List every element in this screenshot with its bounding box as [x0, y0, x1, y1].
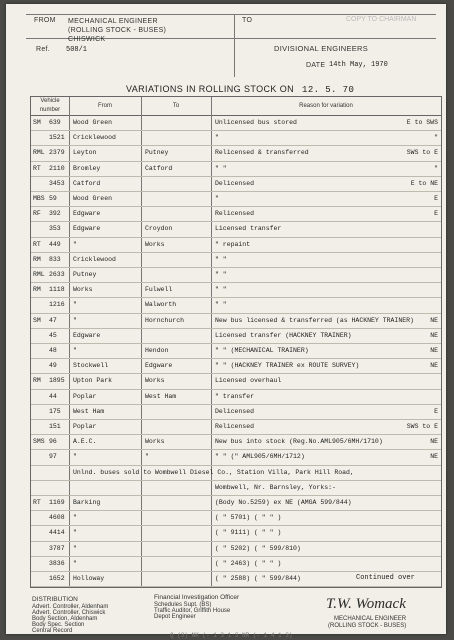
cell-from: Catford: [73, 179, 101, 187]
cell-num: 1216: [49, 301, 65, 309]
cell-num: 4608: [49, 514, 65, 522]
cell-num: 59: [49, 195, 57, 202]
cell-from: ": [73, 559, 77, 567]
table-row: [31, 360, 441, 372]
cell-from: ": [73, 316, 77, 324]
cell-from: Wood Green: [73, 195, 113, 202]
table-row: [31, 284, 441, 296]
cell-reason: " " (" AML905/6MH/1712): [215, 453, 305, 461]
cell-from: A.E.C.: [73, 438, 97, 446]
cell-reason: Relicensed: [215, 210, 255, 218]
cell-from: Poplar: [73, 392, 97, 400]
cell-reason: " repaint: [215, 240, 251, 248]
cell-prefix: RM: [33, 377, 41, 385]
table-row: [31, 178, 441, 190]
cell-num: 449: [49, 240, 61, 248]
col-from: From: [69, 97, 141, 116]
cell-num: 392: [49, 210, 61, 218]
cell-num: 1521: [49, 134, 65, 142]
variations-table: [30, 96, 442, 588]
cell-to: Works: [145, 377, 165, 385]
table-row: [31, 497, 441, 509]
table-row: [31, 451, 441, 463]
table-row: [31, 299, 441, 311]
cell-dest: E to SWS: [406, 119, 438, 126]
cell-reason: Delicensed: [215, 179, 255, 187]
date-label: DATE: [306, 62, 326, 69]
col-vehicle-number: Vehicle number: [31, 97, 69, 116]
cell-dest: E to NE: [410, 179, 438, 187]
cell-reason: Delicensed: [215, 407, 255, 415]
table-row: [31, 330, 441, 342]
cell-num: 45: [49, 331, 57, 339]
table-row: [31, 117, 441, 129]
table-row: [31, 406, 441, 418]
cell-to: Croydon: [145, 225, 173, 233]
cell-prefix: RT: [33, 164, 41, 172]
cell-from: West Ham: [73, 407, 105, 415]
table-row: [31, 147, 441, 159]
cell-reason: ( " 5701) ( " " ): [215, 514, 282, 522]
cell-prefix: RM: [33, 286, 41, 294]
cell-dest: NE: [430, 362, 438, 370]
cell-reason: ( " 5202) ( " 599/810): [215, 544, 301, 552]
cell-to: ": [145, 453, 149, 461]
table-row: [31, 223, 441, 235]
cell-num: 1169: [49, 499, 65, 506]
cell-num: 3787: [49, 544, 65, 552]
table-row: [31, 254, 441, 266]
cell-to: Hendon: [145, 347, 169, 354]
cell-from: Barking: [73, 499, 101, 506]
cell-from: Unlnd. buses sold to Wombwell Diesel Co., Station Villa, Park Hill Road,: [73, 468, 354, 476]
cell-reason: " " (MECHANICAL TRAINER): [215, 347, 309, 354]
mid-line-2: Schedules Supt. (BS): [154, 602, 212, 608]
cell-num: 3836: [49, 559, 65, 567]
cell-dest: E: [434, 407, 438, 415]
mid-line-1: Financial Investigation Officer: [154, 594, 240, 601]
cell-num: 2633: [49, 271, 65, 278]
cell-prefix: RT: [33, 240, 41, 248]
cell-from: Bromley: [73, 164, 101, 172]
cell-num: 639: [49, 119, 61, 126]
sig-line-1: MECHANICAL ENGINEER: [334, 616, 407, 622]
cell-dest: ": [434, 164, 438, 172]
signature: T.W. Womack: [326, 596, 406, 612]
cell-dest: NE: [430, 347, 438, 354]
cell-reason: Licensed transfer (HACKNEY TRAINER): [215, 331, 352, 339]
sig-line-2: (ROLLING STOCK - BUSES): [328, 623, 407, 629]
cell-num: 47: [49, 316, 57, 324]
cell-num: 1118: [49, 286, 65, 294]
cell-num: 1895: [49, 377, 65, 385]
continued-over: Continued over: [356, 574, 415, 582]
cell-from: Holloway: [73, 575, 105, 582]
cell-to: Works: [145, 240, 165, 248]
cell-from: ": [73, 301, 77, 309]
cell-dest: NE: [430, 316, 438, 324]
cell-from: ": [73, 529, 77, 537]
cell-reason: " ": [215, 301, 227, 309]
cell-reason: ": [215, 134, 219, 142]
cell-reason: " ": [215, 255, 227, 263]
cell-reason: Wombwell, Nr. Barnsley, Yorks:-: [215, 483, 336, 491]
cell-from: ": [73, 544, 77, 552]
from-line-2: (ROLLING STOCK - BUSES): [68, 27, 167, 34]
cell-reason: ": [215, 195, 219, 202]
from-line-3: CHISWICK: [68, 36, 106, 43]
cell-from: Wood Green: [73, 119, 113, 126]
cell-from: Stockwell: [73, 362, 109, 370]
cell-from: ": [73, 240, 77, 248]
ref-value: 508/1: [66, 46, 88, 54]
to-label: TO: [242, 17, 253, 24]
cell-num: 2379: [49, 149, 65, 157]
cell-dest: SWS to E: [406, 149, 438, 157]
cell-to: Putney: [145, 149, 169, 157]
cell-reason: Licensed transfer: [215, 225, 282, 233]
cell-num: 151: [49, 423, 61, 430]
cell-from: ": [73, 514, 77, 522]
cell-num: 96: [49, 438, 57, 446]
cell-from: Poplar: [73, 423, 97, 430]
from-line-1: MECHANICAL ENGINEER: [68, 18, 158, 25]
cell-dest: ": [434, 134, 438, 142]
document-sheet: [6, 4, 446, 634]
cell-from: ": [73, 453, 77, 461]
form-code: Q (3) NK (- 1 3 1 3 NR (- 1 4 1 3): [170, 632, 293, 639]
footer: [6, 590, 446, 634]
cell-from: Leyton: [73, 149, 97, 157]
dist-line-2: Advert. Controller, Chiswick: [32, 610, 106, 616]
table-row: [31, 436, 441, 448]
cell-num: 49: [49, 362, 57, 370]
cell-prefix: RML: [33, 149, 45, 157]
cell-from: Cricklewood: [73, 255, 116, 263]
cell-from: Putney: [73, 271, 97, 278]
cell-from: Edgware: [73, 210, 101, 218]
cell-from: Upton Park: [73, 377, 113, 385]
cell-prefix: SM: [33, 119, 41, 126]
table-row: [31, 467, 441, 479]
table-row: [31, 193, 441, 205]
cell-num: 48: [49, 347, 57, 354]
cell-prefix: RML: [33, 271, 45, 278]
cell-reason: ( " 9111) ( " " ): [215, 529, 282, 537]
cell-dest: E: [434, 195, 438, 202]
cell-dest: SWS to E: [406, 423, 438, 430]
cell-reason: New bus licensed & transferred (as HACKNEY TRAINER): [215, 316, 414, 324]
cell-to: Walworth: [145, 301, 177, 309]
table-row: [31, 132, 441, 144]
cell-num: 3453: [49, 179, 65, 187]
cell-prefix: RM: [33, 255, 41, 263]
cell-reason: " ": [215, 286, 227, 294]
cell-prefix: SM: [33, 316, 41, 324]
cell-to: Hornchurch: [145, 316, 185, 324]
table-row: [31, 315, 441, 327]
cell-from: Edgware: [73, 225, 101, 233]
cell-num: 175: [49, 407, 61, 415]
stamp-text: COPY TO CHAIRMAN: [346, 16, 417, 23]
cell-prefix: SMS: [33, 438, 45, 446]
cell-reason: ( " 2463) ( " " ): [215, 559, 282, 567]
cell-num: 97: [49, 453, 57, 461]
table-row: [31, 163, 441, 175]
table-row: [31, 482, 441, 494]
cell-reason: ( " 2588) ( " 599/844): [215, 575, 301, 582]
cell-prefix: RF: [33, 210, 41, 218]
mid-line-4: Depot Engineer: [154, 614, 196, 620]
table-row: [31, 208, 441, 220]
from-label: FROM: [34, 17, 56, 24]
distribution-label: DISTRIBUTION: [32, 596, 78, 603]
cell-reason: (Body No.5259) ex NE (AMGA 599/844): [215, 499, 352, 506]
cell-num: 44: [49, 392, 57, 400]
title-text: VARIATIONS IN ROLLING STOCK ON: [126, 84, 295, 94]
col-to: To: [141, 97, 211, 116]
cell-from: ": [73, 347, 77, 354]
to-value: DIVISIONAL ENGINEERS: [274, 44, 369, 53]
cell-dest: NE: [430, 438, 438, 446]
title-date: 12. 5. 70: [302, 85, 355, 95]
table-row: [31, 269, 441, 281]
table-row: [31, 527, 441, 539]
mid-line-3: Traffic Auditor, Griffith House: [154, 608, 231, 614]
table-row: [31, 543, 441, 555]
cell-from: Edgware: [73, 331, 101, 339]
dist-line-4: Body Spec. Section: [32, 622, 85, 628]
cell-to: Edgware: [145, 362, 173, 370]
table-row: [31, 375, 441, 387]
cell-dest: NE: [430, 453, 438, 461]
cell-num: 4414: [49, 529, 65, 537]
dist-line-1: Advert. Controller, Aldenham: [32, 604, 109, 610]
cell-prefix: RT: [33, 499, 41, 506]
cell-dest: E: [434, 210, 438, 218]
cell-num: 353: [49, 225, 61, 233]
cell-reason: New bus into stock (Reg.No.AML905/6MH/1710): [215, 438, 383, 446]
table-row: [31, 391, 441, 403]
ref-label: Ref.: [36, 46, 51, 53]
page-title: [126, 84, 354, 95]
cell-num: 2110: [49, 164, 65, 172]
cell-reason: " transfer: [215, 392, 255, 400]
dist-line-3: Body Section, Aldenham: [32, 616, 98, 622]
cell-reason: Unlicensed bus stored: [215, 119, 297, 126]
cell-reason: Relicensed & transferred: [215, 149, 309, 157]
table-row: [31, 421, 441, 433]
cell-reason: Licensed overhaul: [215, 377, 282, 385]
cell-to: West Ham: [145, 392, 177, 400]
table-row: [31, 558, 441, 570]
date-value: 14th May, 1970: [329, 61, 388, 69]
cell-prefix: MBS: [33, 195, 45, 202]
cell-to: Works: [145, 438, 165, 446]
table-row: [31, 512, 441, 524]
table-row: [31, 239, 441, 251]
cell-num: 833: [49, 255, 61, 263]
cell-num: 1652: [49, 575, 65, 582]
col-reason: Reason for variation: [211, 97, 441, 116]
cell-to: Fulwell: [145, 286, 173, 294]
cell-reason: " " (HACKNEY TRAINER ex ROUTE SURVEY): [215, 362, 360, 370]
cell-from: Cricklewood: [73, 134, 116, 142]
cell-from: Works: [73, 286, 93, 294]
cell-dest: NE: [430, 331, 438, 339]
dist-line-5: Central Record: [32, 628, 73, 634]
cell-reason: " ": [215, 271, 227, 278]
cell-reason: Relicensed: [215, 423, 255, 430]
cell-to: Catford: [145, 164, 173, 172]
cell-reason: " ": [215, 164, 227, 172]
table-row: [31, 345, 441, 357]
